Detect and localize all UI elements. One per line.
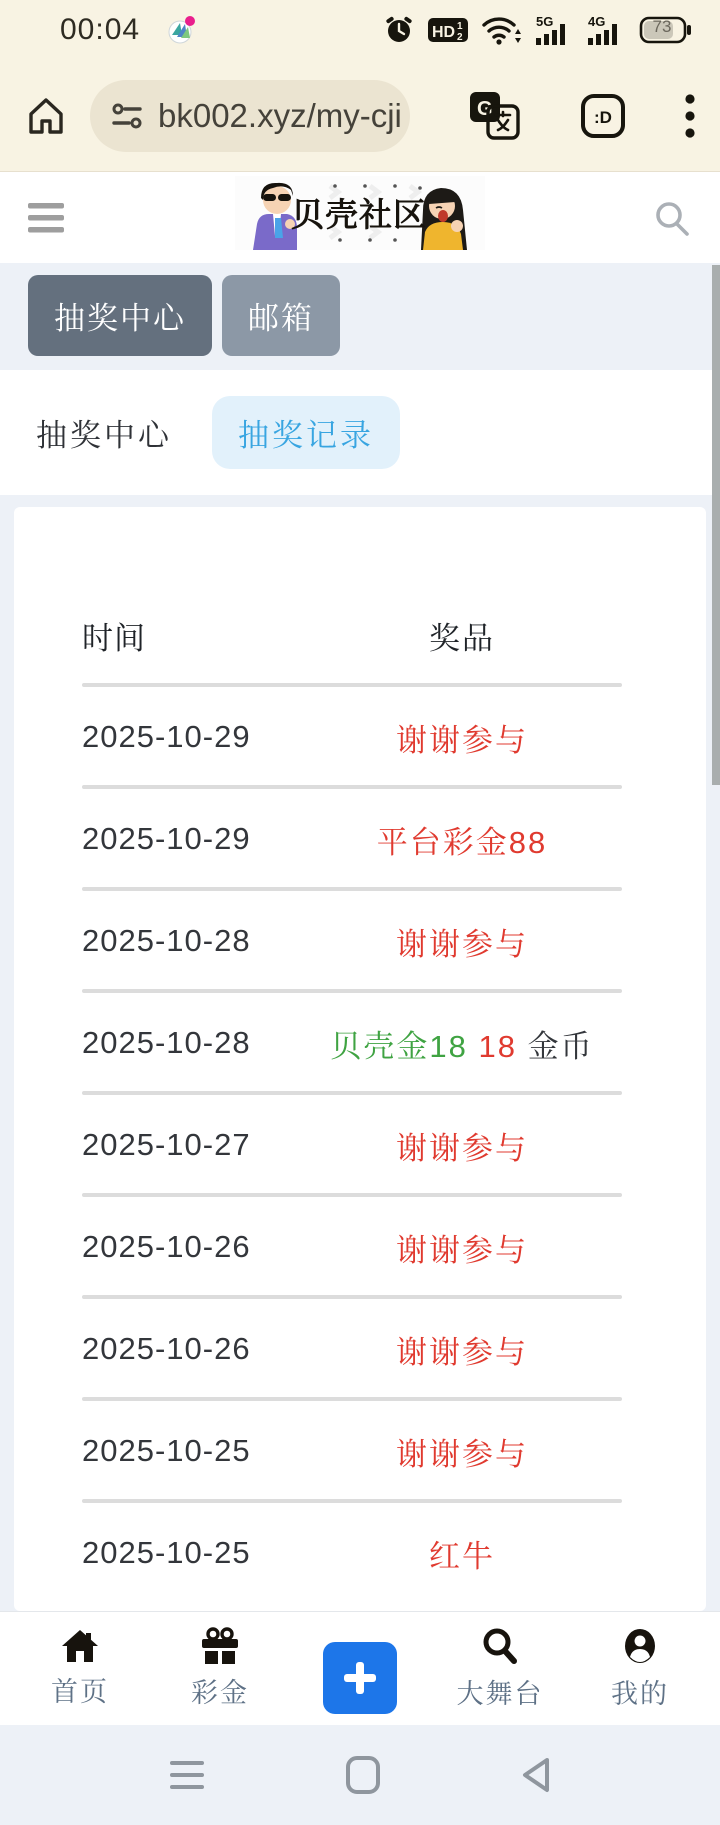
prize-segment: 谢谢参与 <box>396 1130 528 1166</box>
prize-segment: 谢谢参与 <box>396 1334 528 1370</box>
recents-icon[interactable] <box>167 1759 207 1791</box>
site-search-icon[interactable] <box>652 198 692 238</box>
row-prize <box>302 817 622 862</box>
android-nav-bar <box>0 1725 720 1825</box>
row-date: 2025-10-26 <box>82 1331 251 1366</box>
svg-text:HD: HD <box>432 24 456 41</box>
lottery-center-button[interactable]: 抽奖中心 <box>28 275 212 356</box>
records-table <box>82 607 622 1581</box>
gift-icon <box>200 1627 240 1665</box>
row-date: 2025-10-26 <box>82 1229 251 1264</box>
row-date: 2025-10-28 <box>82 923 251 958</box>
row-prize <box>302 1225 622 1270</box>
row-separator <box>82 785 622 789</box>
translate-icon[interactable] <box>466 90 522 142</box>
hamburger-menu-icon[interactable] <box>28 201 70 235</box>
row-separator <box>82 887 622 891</box>
row-date: 2025-10-25 <box>82 1433 251 1468</box>
svg-text:2: 2 <box>457 32 463 43</box>
nav-label: 我的 <box>611 1679 669 1709</box>
table-header-row <box>82 607 622 663</box>
table-row <box>82 913 622 969</box>
svg-text:4G: 4G <box>588 14 606 29</box>
tab-lottery-center[interactable]: 抽奖中心 <box>36 418 172 453</box>
prize-segment: 红牛 <box>429 1538 495 1574</box>
page-scrollbar[interactable] <box>712 265 720 785</box>
records-card <box>14 507 706 1611</box>
row-prize <box>302 1021 622 1066</box>
stage-search-icon <box>480 1626 520 1666</box>
row-prize <box>302 1123 622 1168</box>
svg-text:5G: 5G <box>536 14 554 29</box>
notification-app-icon <box>166 15 196 45</box>
nav-item-add[interactable] <box>300 1642 420 1696</box>
action-button-row <box>0 263 720 370</box>
row-date: 2025-10-29 <box>82 719 251 754</box>
row-date: 2025-10-29 <box>82 821 251 856</box>
battery-percent: 73 <box>652 17 672 36</box>
browser-home-button[interactable] <box>24 94 68 138</box>
prize-segment: 谢谢参与 <box>396 926 528 962</box>
row-prize <box>302 1531 622 1576</box>
site-settings-icon[interactable] <box>110 99 144 133</box>
nav-item-stage[interactable] <box>440 1626 560 1711</box>
svg-text:贝壳社区: 贝壳社区 <box>291 196 427 233</box>
row-prize <box>302 1429 622 1474</box>
table-row <box>82 709 622 765</box>
prize-segment: 金币 <box>516 1028 594 1064</box>
row-prize <box>302 715 622 760</box>
back-icon[interactable] <box>519 1755 553 1795</box>
home-icon <box>60 1628 100 1664</box>
row-date: 2025-10-25 <box>82 1535 251 1570</box>
url-text[interactable]: bk002.xyz/my-cji <box>158 96 402 134</box>
battery-icon <box>640 16 692 44</box>
row-separator <box>82 1397 622 1401</box>
mailbox-button[interactable]: 邮箱 <box>222 275 340 356</box>
page-content <box>0 263 720 1611</box>
browser-menu-icon[interactable] <box>684 92 696 140</box>
row-prize <box>302 919 622 964</box>
android-home-icon[interactable] <box>345 1755 381 1795</box>
alarm-icon <box>384 15 414 45</box>
row-separator <box>82 1295 622 1299</box>
row-separator <box>82 1193 622 1197</box>
signal-4g-icon <box>588 14 626 46</box>
prize-segment: 谢谢参与 <box>396 1232 528 1268</box>
table-row <box>82 1117 622 1173</box>
table-row <box>82 1525 622 1581</box>
records-table-body <box>82 683 622 1581</box>
table-row <box>82 1219 622 1275</box>
row-prize <box>302 1327 622 1372</box>
row-separator <box>82 683 622 687</box>
table-row <box>82 1423 622 1479</box>
nav-item-bonus[interactable] <box>160 1627 280 1710</box>
status-bar <box>0 0 720 60</box>
row-date: 2025-10-28 <box>82 1025 251 1060</box>
svg-text:1: 1 <box>457 21 463 32</box>
prize-segment: 贝壳金18 <box>330 1028 468 1064</box>
row-separator <box>82 989 622 993</box>
nav-label: 大舞台 <box>456 1679 544 1709</box>
plus-button[interactable] <box>323 1642 397 1714</box>
site-logo[interactable] <box>235 176 485 250</box>
tab-switcher-icon[interactable] <box>578 91 628 141</box>
svg-text::D: :D <box>594 107 612 127</box>
column-header-prize: 奖品 <box>429 620 495 656</box>
url-bar[interactable] <box>90 80 410 152</box>
nav-label: 首页 <box>51 1677 109 1707</box>
wifi-icon <box>482 15 522 45</box>
status-time: 00:04 <box>60 13 141 46</box>
row-date: 2025-10-27 <box>82 1127 251 1162</box>
user-icon <box>620 1626 660 1666</box>
prize-segment: 18 <box>467 1028 517 1064</box>
site-header <box>0 172 720 263</box>
table-row <box>82 1321 622 1377</box>
bottom-nav <box>0 1611 720 1725</box>
prize-segment: 平台彩金88 <box>376 824 548 860</box>
signal-5g-icon <box>536 14 574 46</box>
table-row <box>82 811 622 867</box>
tab-bar <box>0 370 720 495</box>
hd-volte-icon <box>428 16 468 44</box>
prize-segment: 谢谢参与 <box>396 722 528 758</box>
row-separator <box>82 1091 622 1095</box>
browser-toolbar <box>0 60 720 172</box>
nav-item-profile[interactable] <box>580 1626 700 1711</box>
nav-label: 彩金 <box>191 1678 249 1708</box>
table-row <box>82 1015 622 1071</box>
prize-segment: 谢谢参与 <box>396 1436 528 1472</box>
row-separator <box>82 1499 622 1503</box>
svg-text:G: G <box>477 97 493 120</box>
column-header-time: 时间 <box>82 620 146 656</box>
tab-lottery-records[interactable]: 抽奖记录 <box>212 396 400 469</box>
nav-item-home[interactable] <box>20 1628 140 1709</box>
